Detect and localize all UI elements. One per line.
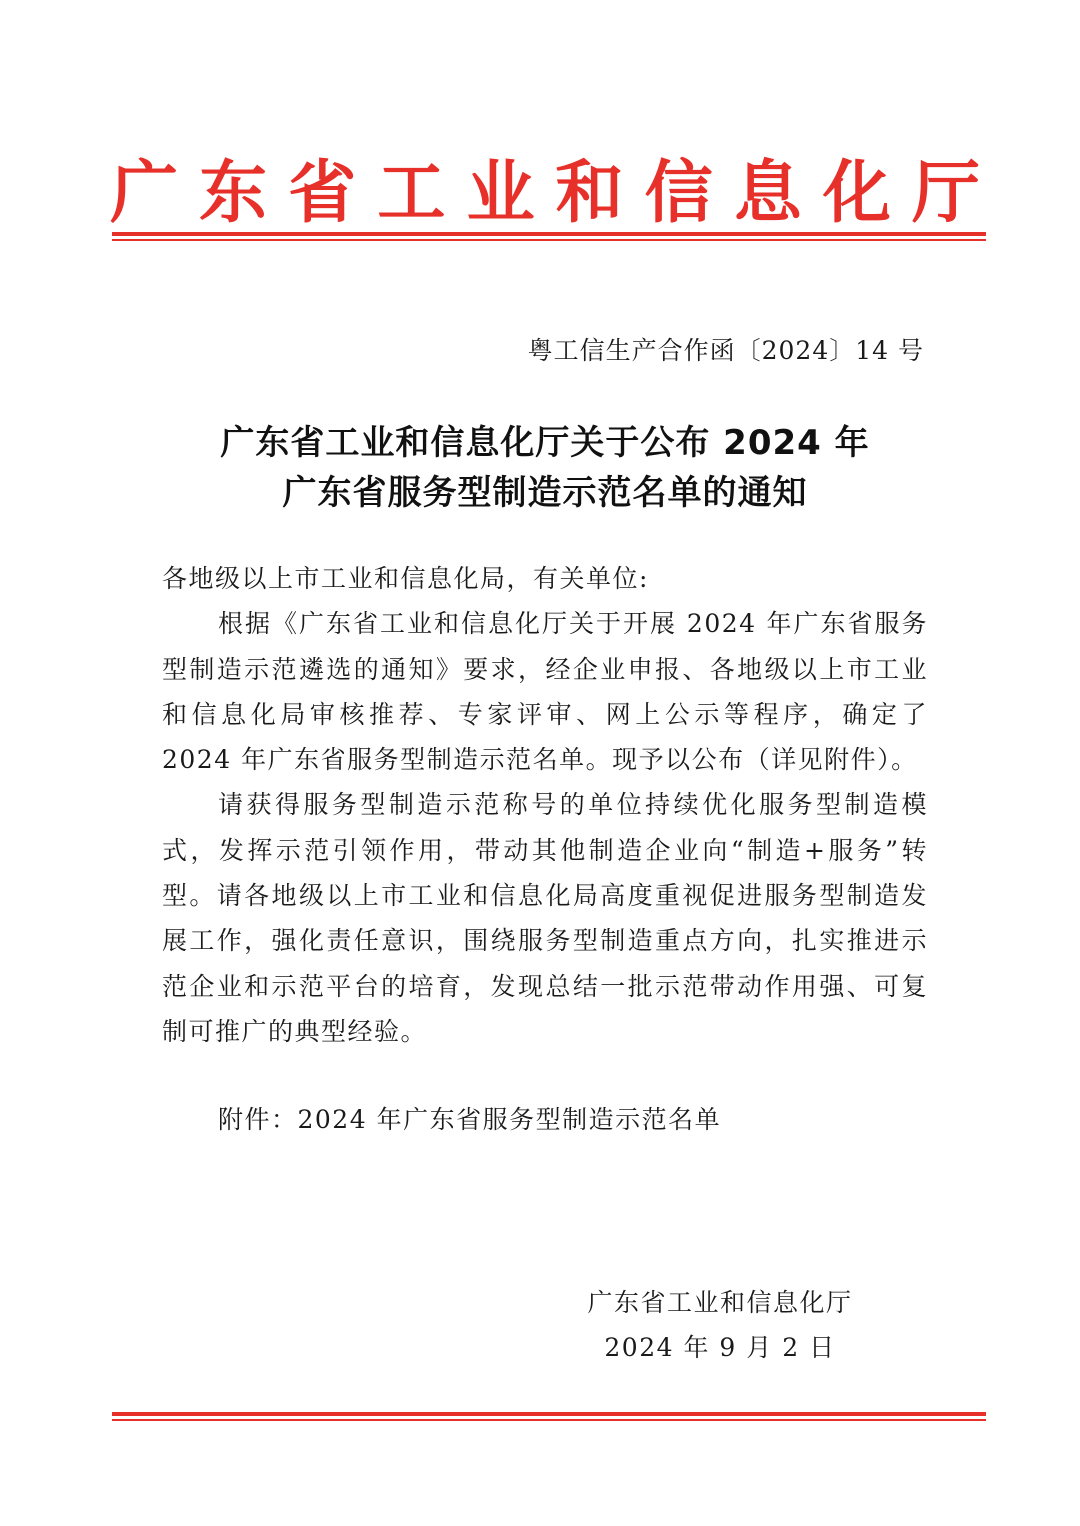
document-title bbox=[110, 418, 980, 518]
signature-block bbox=[560, 1280, 880, 1370]
masthead-char: 息 bbox=[733, 152, 802, 233]
red-rule-thin-line bbox=[112, 239, 986, 241]
body-paragraph: 请获得服务型制造示范称号的单位持续优化服务型制造模式，发挥示范引领作用，带动其他制造企业向“制造+服务”转型。请各地级以上市工业和信息化局高度重视促进服务型制造发展工作，强化责任意识，围绕服务型制造重点方向，扎实推进示范企业和示范平台的培育，发现总结一批示范带动作用强、可复制可推广的典型经验。 bbox=[162, 790, 928, 1046]
red-rule-thin-line bbox=[112, 1419, 986, 1421]
masthead-char: 化 bbox=[822, 152, 891, 233]
masthead-char: 信 bbox=[644, 152, 713, 233]
body-paragraph: 根据《广东省工业和信息化厅关于开展 2024 年广东省服务型制造示范遴选的通知》要求，经企业申报、各地级以上市工业和信息化局审核推荐、专家评审、网上公示等程序，确定了 2024 年广东省服务型制造示范名单。现予以公布（详见附件）。 bbox=[162, 609, 928, 775]
document-number: 粤工信生产合作函〔2024〕14 号 bbox=[527, 336, 924, 365]
red-rule-thick-line bbox=[112, 232, 986, 236]
masthead-title bbox=[110, 150, 980, 235]
masthead-char: 东 bbox=[199, 152, 268, 233]
salutation: 各地级以上市工业和信息化局，有关单位: bbox=[162, 564, 649, 593]
title-line-1: 广东省工业和信息化厅关于公布 2024 年 bbox=[220, 423, 870, 463]
masthead-char: 省 bbox=[288, 152, 357, 233]
masthead-char: 工 bbox=[377, 152, 446, 233]
masthead-char: 和 bbox=[555, 152, 624, 233]
signature-date: 2024 年 9 月 2 日 bbox=[604, 1333, 836, 1362]
masthead-char: 广 bbox=[110, 152, 179, 233]
title-line-2: 广东省服务型制造示范名单的通知 bbox=[282, 473, 808, 513]
document-body bbox=[162, 556, 928, 1054]
masthead-red-rule bbox=[112, 232, 986, 241]
red-rule-thick-line bbox=[112, 1412, 986, 1416]
footer-red-rule bbox=[112, 1412, 986, 1421]
masthead-char: 业 bbox=[466, 152, 535, 233]
signature-org: 广东省工业和信息化厅 bbox=[587, 1288, 853, 1317]
masthead-char: 厅 bbox=[911, 152, 980, 233]
attachment-line: 附件：2024 年广东省服务型制造示范名单 bbox=[218, 1105, 722, 1134]
